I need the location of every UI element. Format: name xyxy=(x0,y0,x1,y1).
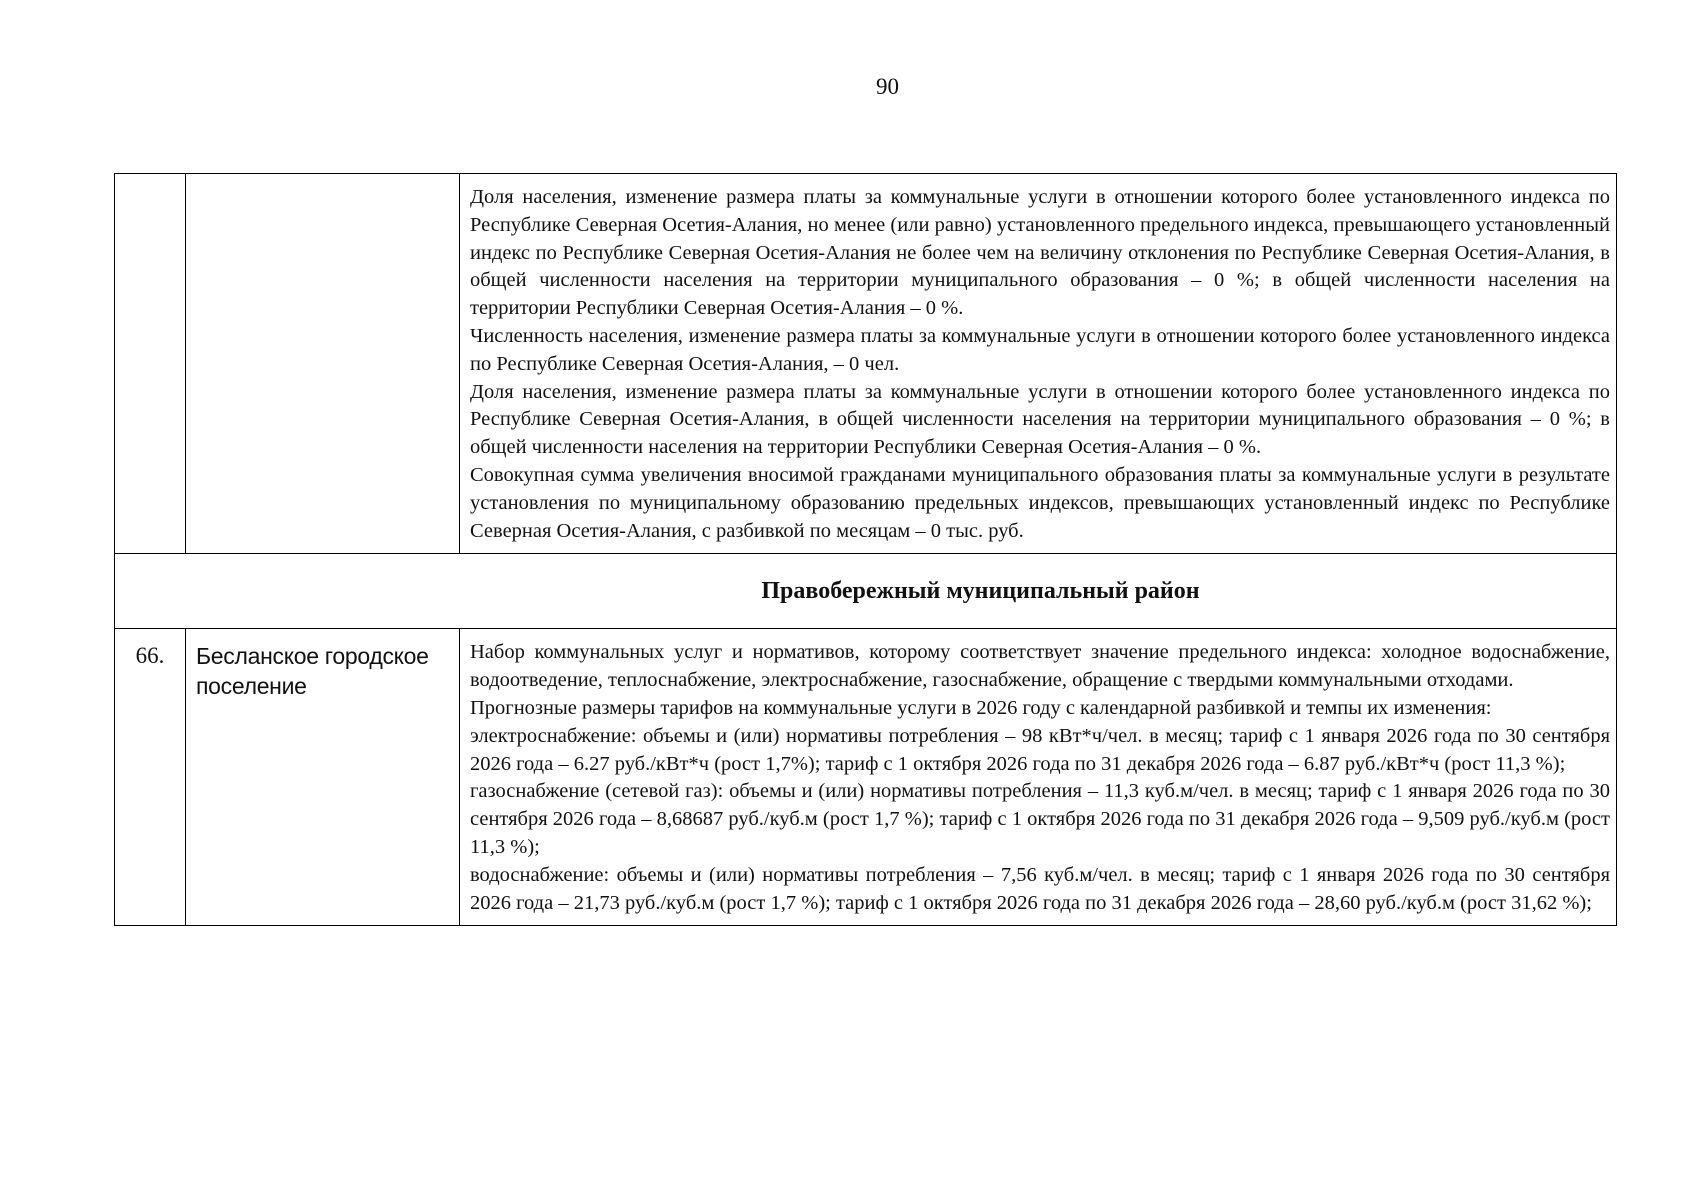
table-row-entry xyxy=(115,629,1617,926)
paragraph-share-population-range: Доля населения, изменение размера платы за коммунальные услуги в отношении которого более установленного индекса по Республике Северная Осетия-Алания, но менее (или равно) установленного предельного индекса, превышающего установленный индекс по Республике Северная Осетия-Алания не более чем на величину отклонения по Республике Северная Осетия-Алания, в общей численности населения на территории муниципального образования – 0 %; в общей численности населения на территории Республики Северная Осетия-Алания – 0 %. xyxy=(470,186,1610,320)
tariff-table xyxy=(114,173,1617,926)
entry-description-cell xyxy=(460,629,1617,926)
paragraph-population-count: Численность населения, изменение размера платы за коммунальные услуги в отношении которого более установленного индекса по Республике Северная Осетия-Алания, – 0 чел. xyxy=(470,324,1610,375)
paragraph-electricity: электроснабжение: объемы и (или) нормативы потребления – 98 кВт*ч/чел. в месяц; тариф с 1 января 2026 года по 30 сентября 2026 года – 6.27 руб./кВт*ч (рост 1,7%); тариф с 1 октября 2026 года по 31 декабря 2026 года – 6.87 руб./кВт*ч (рост 11,3 %); xyxy=(470,724,1610,775)
paragraph-gas: газоснабжение (сетевой газ): объемы и (или) нормативы потребления – 11,3 куб.м/чел. в месяц; тариф с 1 января 2026 года по 30 сентября 2026 года – 8,68687 руб./куб.м (рост 1,7 %); тариф с 1 октября 2026 года по 31 декабря 2026 года – 9,509 руб./куб.м (рост 11,3 %); xyxy=(470,780,1610,858)
entry-name: Бесланское городское поселение xyxy=(186,629,460,926)
paragraph-water: водоснабжение: объемы и (или) нормативы потребления – 7,56 куб.м/чел. в месяц; тариф с 1 января 2026 года по 30 сентября 2026 года – 21,73 руб./куб.м (рост 1,7 %); тариф с 1 октября 2026 года по 31 декабря 2026 года – 28,60 руб./куб.м (рост 31,62 %); xyxy=(470,863,1610,914)
page-number: 90 xyxy=(876,74,899,99)
table-row-continuation xyxy=(115,174,1617,554)
paragraph-total-increase: Совокупная сумма увеличения вносимой гражданами муниципального образования платы за коммунальные услуги в результате установления по муниципальному образованию предельных индексов, превышающих установленный индекс по Республике Северная Осетия-Алания, с разбивкой по месяцам – 0 тыс. руб. xyxy=(470,463,1610,542)
name-cell-empty xyxy=(186,174,460,554)
paragraph-share-population-above: Доля населения, изменение размера платы за коммунальные услуги в отношении которого более установленного индекса по Республике Северная Осетия-Алания, в общей численности населения на территории муниципального образования – 0 %; в общей численности населения на территории Республики Северная Осетия-Алания – 0 %. xyxy=(470,380,1610,459)
section-heading: Правобережный муниципальный район xyxy=(115,554,1617,629)
paragraph-forecast-intro: Прогнозные размеры тарифов на коммунальные услуги в 2026 году с календарной разбивкой и темпы их изменения: xyxy=(470,696,1492,719)
section-heading-row xyxy=(115,554,1617,629)
number-cell-empty xyxy=(115,174,186,554)
description-cell xyxy=(460,174,1617,554)
paragraph-service-set: Набор коммунальных услуг и нормативов, которому соответствует значение предельного индекса: холодное водоснабжение, водоотведение, теплоснабжение, электроснабжение, газоснабжение, обращение с твердыми коммунальными отходами. xyxy=(470,641,1610,692)
entry-number: 66. xyxy=(115,629,186,926)
